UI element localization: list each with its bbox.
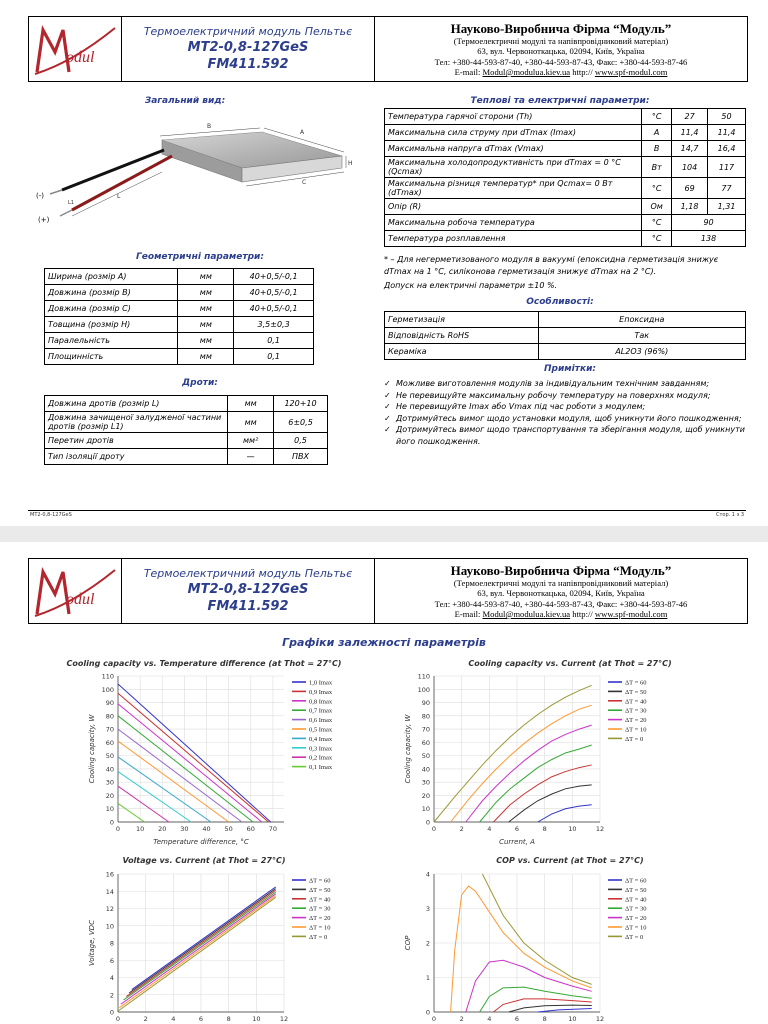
legend-label: 0,8 Imax [309,698,333,706]
chart-cooling-vs-dt [84,670,374,848]
thermal-cell: 117 [708,157,746,178]
series-line [538,1009,592,1012]
footer-page-number: Стор. 1 з 3 [715,512,744,518]
legend-label: ΔT = 30 [309,905,331,913]
wires-row [45,412,328,433]
wires-cell: 120+10 [274,396,328,412]
geometry-cell: мм [178,301,234,317]
series-line [480,745,592,822]
company-contacts: E-mail: Modul@modulua.kiev.ua http:// www.spf-modul.com [454,67,668,77]
series-line [118,897,276,1011]
dim-label-l1: L1 [68,200,74,206]
thermal-cell: A [642,125,672,141]
thermal-footnote: * – Для негерметизованого модуля в вакуумі (епоксидна герметизація знижує dTmax на 1 °C, силіконова герметизація знижує dTmax на 2 °C). [384,255,719,276]
thermal-cell: Опір (R) [385,199,642,215]
x-tick-label: 0 [431,1015,437,1023]
geometry-row [45,317,314,333]
remark-item: ✓ Дотримуйтесь вимог щодо транспортування та зберігання модуля, щоб уникнути його пошкодження. [384,424,746,447]
x-tick-label: 30 [180,825,189,833]
x-tick-label: 10 [568,1015,577,1023]
y-tick-label: 80 [421,712,430,721]
features-cell: Герметизація [385,312,539,328]
x-tick-label: 4 [487,1015,492,1023]
thermal-cell: 50 [708,109,746,125]
thermal-cell: 138 [672,231,746,247]
thermal-row [385,231,746,247]
x-tick-label: 0 [115,825,121,833]
y-tick-label: 30 [421,778,430,787]
thermal-cell: 11,4 [672,125,708,141]
y-tick-label: 70 [105,725,114,734]
geometry-cell: Довжина (розмір B) [45,285,178,301]
y-tick-label: 8 [109,939,114,948]
thermal-row [385,215,746,231]
y-tick-label: 20 [105,791,114,800]
x-tick-label: 60 [246,825,255,833]
thermal-table [384,108,746,247]
y-tick-label: 10 [421,805,430,814]
graphs-title: Графіки залежності параметрів [282,636,486,649]
wires-cell: мм [228,396,274,412]
x-tick-label: 10 [135,825,145,833]
series-line [118,803,145,822]
company-phones: Тел: +380-44-593-87-40, +380-44-593-87-43, Факс: +380-44-593-87-46 [434,56,688,67]
y-axis-label: Cooling capacity, W [88,714,96,784]
geometry-cell: 40+0,5/-0,1 [234,301,314,317]
geometry-cell: мм [178,269,234,285]
thermal-cell: 104 [672,157,708,178]
wires-cell: 0,5 [274,433,328,449]
wires-cell: — [228,449,274,465]
modul-logo-icon [33,22,117,76]
geometry-cell: мм [178,333,234,349]
company-contacts: E-mail: Modul@modulua.kiev.ua http:// www.spf-modul.com [454,609,668,619]
x-tick-label: 8 [542,825,547,833]
wires-cell: Довжина дротів (розмір L) [45,396,228,412]
geometry-cell: Ширина (розмір A) [45,269,178,285]
page-header-2 [28,558,748,624]
y-tick-label: 90 [421,699,430,708]
legend-label: ΔT = 10 [625,924,647,932]
features-cell: Кераміка [385,344,539,360]
module-drawing [32,110,362,230]
website-link[interactable]: www.spf-modul.com [594,609,668,619]
wires-title: Дроти: [182,378,218,388]
legend-label: 0,6 Imax [309,717,333,725]
company-logo-2 [29,559,122,623]
y-tick-label: 100 [101,685,114,694]
legend-label: ΔT = 50 [309,886,331,894]
y-tick-label: 20 [421,791,430,800]
chart-cooling-vs-current [400,670,690,848]
email-link[interactable]: Modul@modulua.kiev.ua [482,609,571,619]
legend-label: ΔT = 0 [309,933,328,941]
y-tick-label: 90 [105,699,114,708]
thermal-cell: 69 [672,178,708,199]
y-tick-label: 16 [105,870,114,879]
thermal-row [385,125,746,141]
y-tick-label: 0 [425,1008,430,1017]
x-tick-label: 70 [268,825,278,833]
legend-label: 0,2 Imax [309,754,333,762]
legend-label: ΔT = 60 [309,877,331,885]
y-tick-label: 14 [105,887,114,896]
thermal-cell: 1,31 [708,199,746,215]
legend-label: ΔT = 30 [625,707,647,715]
x-tick-label: 12 [279,1015,289,1023]
y-tick-label: 6 [109,956,114,965]
y-tick-label: 0 [109,818,114,827]
geometry-cell: Довжина (розмір C) [45,301,178,317]
module-code: FM411.592 [207,599,289,614]
series-line [118,729,242,822]
thermal-cell: Максимальна робоча температура [385,215,642,231]
svg-text:odul: odul [66,591,95,608]
legend-label: ΔT = 40 [309,896,331,904]
legend-label: 0,4 Imax [309,735,333,743]
x-tick-label: 4 [171,1015,176,1023]
thermal-cell: 27 [672,109,708,125]
geometry-row [45,285,314,301]
y-tick-label: 100 [417,685,430,694]
y-tick-label: 4 [425,870,430,879]
y-tick-label: 110 [417,672,430,681]
legend-label: ΔT = 50 [625,886,647,894]
wires-row [45,449,328,465]
thermal-cell: °C [642,231,672,247]
series-line [118,757,211,822]
y-tick-label: 40 [105,765,114,774]
x-axis-label: Temperature difference, °C [153,838,249,846]
x-tick-label: 2 [459,825,464,833]
thermal-cell: B [642,141,672,157]
page-separator [0,526,768,542]
dim-label-l: L [117,193,121,200]
geometry-cell: Товщина (розмір H) [45,317,178,333]
legend-label: ΔT = 60 [625,679,647,687]
y-tick-label: 60 [421,738,430,747]
geometry-cell: 0,1 [234,333,314,349]
thermal-cell: 14,7 [672,141,708,157]
series-line [480,987,592,1012]
features-row [385,344,746,360]
thermal-cell: Температура розплавлення [385,231,642,247]
geometry-row [45,349,314,365]
y-tick-label: 110 [101,672,114,681]
geometry-cell: мм [178,317,234,333]
company-address: 63, вул. Червоноткацька, 02094, Київ, Україна [477,46,645,56]
series-line [121,894,276,1004]
x-tick-label: 12 [595,1015,605,1023]
x-tick-label: 0 [431,825,437,833]
y-tick-label: 30 [105,778,114,787]
x-tick-label: 8 [542,1015,547,1023]
thermal-title: Теплові та електричні параметри: [470,96,650,106]
thermal-cell: °C [642,215,672,231]
x-tick-label: 10 [252,1015,261,1023]
dim-label-h: H [348,160,353,167]
x-tick-label: 50 [224,825,233,833]
legend-label: ΔT = 40 [625,698,647,706]
remarks-title: Примітки: [544,364,596,374]
thermal-row [385,199,746,215]
thermal-cell: 16,4 [708,141,746,157]
thermal-cell: Максимальна різниця температур* при Qcmax= 0 Вт (dTmax) [385,178,642,199]
geometry-table [44,268,314,365]
features-title: Особливості: [526,297,594,307]
legend-label: ΔT = 20 [625,915,647,923]
features-table [384,311,746,360]
series-line [493,765,591,822]
footer-rule [28,510,746,511]
module-code: FM411.592 [207,57,289,72]
features-cell: Епоксидна [538,312,745,328]
y-tick-label: 70 [421,725,430,734]
series-line [118,684,271,822]
chart-cop-vs-current [400,868,690,1024]
y-tick-label: 2 [109,991,114,1000]
legend-label: ΔT = 40 [625,896,647,904]
y-tick-label: 80 [105,712,114,721]
x-tick-label: 6 [514,825,520,833]
geometry-cell: Паралельність [45,333,178,349]
geometry-title: Геометричні параметри: [136,252,264,262]
wires-cell: ПВХ [274,449,328,465]
thermal-cell: Ом [642,199,672,215]
module-title-block-2 [122,559,375,623]
geometry-cell: Площинність [45,349,178,365]
footer-left: MT2-0,8-127GeS [30,512,72,518]
chart-3-title: Voltage vs. Current (at Thot = 27°C) [122,856,286,865]
features-row [385,312,746,328]
x-tick-label: 2 [459,1015,464,1023]
series-line [118,704,262,822]
wires-cell: мм [228,412,274,433]
y-axis-label: Voltage, VDC [88,920,96,966]
y-tick-label: 50 [421,752,430,761]
legend-label: 0,3 Imax [309,745,333,753]
thermal-cell: Температура гарячої сторони (Th) [385,109,642,125]
page-2 [0,542,768,1024]
wires-table [44,395,328,465]
y-tick-label: 12 [105,905,114,913]
legend-label: ΔT = 30 [625,905,647,913]
module-type: Термоелектричний модуль Пельтьє [143,567,353,580]
y-tick-label: 60 [105,738,114,747]
company-address: 63, вул. Червоноткацька, 02094, Київ, Україна [477,588,645,598]
series-line [118,786,169,822]
chart-voltage-vs-current [84,868,374,1024]
remark-item: ✓ Не перевищуйте Imax або Vmax під час роботи з модулем; [384,401,746,413]
tolerance-note: Допуск на електричні параметри ±10 %. [384,281,558,290]
company-info-2 [375,559,747,623]
module-type: Термоелектричний модуль Пельтьє [143,25,353,38]
modul-logo-icon [33,564,117,618]
geometry-cell: 40+0,5/-0,1 [234,269,314,285]
geometry-row [45,301,314,317]
general-view-title: Загальний вид: [144,96,226,106]
legend-label: ΔT = 0 [625,933,644,941]
x-axis-label: Current, A [499,838,535,846]
features-cell: AL2O3 (96%) [538,344,745,360]
legend-label: ΔT = 50 [625,688,647,696]
company-name: Науково-Виробнича Фірма “Модуль” [450,20,672,36]
x-tick-label: 12 [595,825,605,833]
x-tick-label: 10 [568,825,577,833]
series-line [119,896,275,1008]
x-tick-label: 20 [158,825,167,833]
x-tick-label: 2 [143,1015,148,1023]
dim-label-c: C [302,179,307,186]
thermal-cell: °C [642,109,672,125]
remarks-list [384,378,746,447]
svg-text:odul: odul [66,49,95,66]
company-subtitle: (Термоелектричні модулі та напівпровідниковий матеріал) [453,577,669,588]
series-line [509,785,592,822]
x-tick-label: 40 [202,825,211,833]
wire-positive-label: (+) [38,216,50,224]
geometry-row [45,269,314,285]
company-subtitle: (Термоелектричні модулі та напівпровідниковий матеріал) [453,35,669,46]
features-cell: Так [538,328,745,344]
thermal-cell: Максимальна сила струму при dTmax (Imax) [385,125,642,141]
chart-2-title: Cooling capacity vs. Current (at Thot = 27°C) [468,659,672,668]
y-tick-label: 10 [105,805,114,814]
series-line [118,772,191,822]
y-tick-label: 2 [425,939,430,948]
legend-label: 0,7 Imax [309,707,333,715]
geometry-row [45,333,314,349]
y-tick-label: 50 [105,752,114,761]
thermal-cell: Максимальна напруга dTmax (Vmax) [385,141,642,157]
y-tick-label: 10 [105,922,114,931]
legend-label: ΔT = 10 [625,726,647,734]
x-tick-label: 6 [514,1015,520,1023]
remark-item: ✓ Не перевищуйте максимальну робочу температуру на поверхнях модуля; [384,390,746,402]
geometry-cell: 0,1 [234,349,314,365]
company-name: Науково-Виробнича Фірма “Модуль” [450,562,672,578]
remark-item: ✓ Можливе виготовлення модулів за індивідуальним технічним завданням; [384,378,746,390]
company-info [375,17,747,81]
thermal-cell: °C [642,178,672,199]
company-phones: Тел: +380-44-593-87-40, +380-44-593-87-43, Факс: +380-44-593-87-46 [434,598,688,609]
legend-label: 1,0 Imax [309,679,333,687]
y-axis-label: Cooling capacity, W [404,714,412,784]
wires-cell: Тип ізоляції дроту [45,449,228,465]
geometry-cell: 40+0,5/-0,1 [234,285,314,301]
legend-label: 0,9 Imax [309,688,333,696]
wires-cell: мм² [228,433,274,449]
thermal-row [385,141,746,157]
x-tick-label: 6 [198,1015,204,1023]
y-tick-label: 1 [425,974,430,982]
thermal-cell: 11,4 [708,125,746,141]
legend-label: ΔT = 20 [309,915,331,923]
thermal-cell: Вт [642,157,672,178]
wire-negative-label: (-) [36,192,44,200]
company-logo [29,17,122,81]
legend-label: ΔT = 60 [625,877,647,885]
y-tick-label: 0 [109,1008,114,1017]
thermal-row [385,178,746,199]
geometry-cell: 3,5±0,3 [234,317,314,333]
y-axis-label: COP [404,935,412,951]
module-model: MT2-0,8-127GeS [187,40,309,55]
wires-row [45,396,328,412]
dim-label-a: A [300,129,305,136]
dim-label-b: B [207,123,212,130]
geometry-cell: мм [178,285,234,301]
legend-label: ΔT = 0 [625,735,644,743]
x-tick-label: 0 [115,1015,121,1023]
y-tick-label: 0 [425,818,430,827]
x-tick-label: 4 [487,825,492,833]
legend-label: ΔT = 20 [625,717,647,725]
y-tick-label: 3 [425,905,430,913]
x-tick-label: 8 [226,1015,231,1023]
thermal-cell: Максимальна холодопродуктивність при dTmax = 0 °C (Qcmax) [385,157,642,178]
page-header [28,16,748,82]
features-row [385,328,746,344]
thermal-row [385,109,746,125]
geometry-cell: мм [178,349,234,365]
thermal-row [385,157,746,178]
features-cell: Відповідність RoHS [385,328,539,344]
y-tick-label: 40 [421,765,430,774]
legend-label: 0,5 Imax [309,726,333,734]
thermal-cell: 1,18 [672,199,708,215]
wires-row [45,433,328,449]
module-model: MT2-0,8-127GeS [187,582,309,597]
series-line [132,887,276,990]
thermal-cell: 77 [708,178,746,199]
wires-cell: 6±0,5 [274,412,328,433]
thermal-cell: 90 [672,215,746,231]
remark-item: ✓ Дотримуйтесь вимог щодо установки модуля, щоб уникнути його пошкодження; [384,413,746,425]
chart-1-title: Cooling capacity vs. Temperature difference (at Thot = 27°C) [66,659,342,668]
legend-label: ΔT = 10 [309,924,331,932]
y-tick-label: 4 [109,974,114,982]
series-line [482,874,591,984]
series-line [538,805,592,822]
chart-4-title: COP vs. Current (at Thot = 27°C) [496,856,644,865]
email-link[interactable]: Modul@modulua.kiev.ua [482,67,571,77]
wires-cell: Довжина зачищеної залудженої частини дротів (розмір L1) [45,412,228,433]
website-link[interactable]: www.spf-modul.com [594,67,668,77]
module-title-block [122,17,375,81]
wires-cell: Перетин дротів [45,433,228,449]
legend-label: 0,1 Imax [309,764,333,772]
